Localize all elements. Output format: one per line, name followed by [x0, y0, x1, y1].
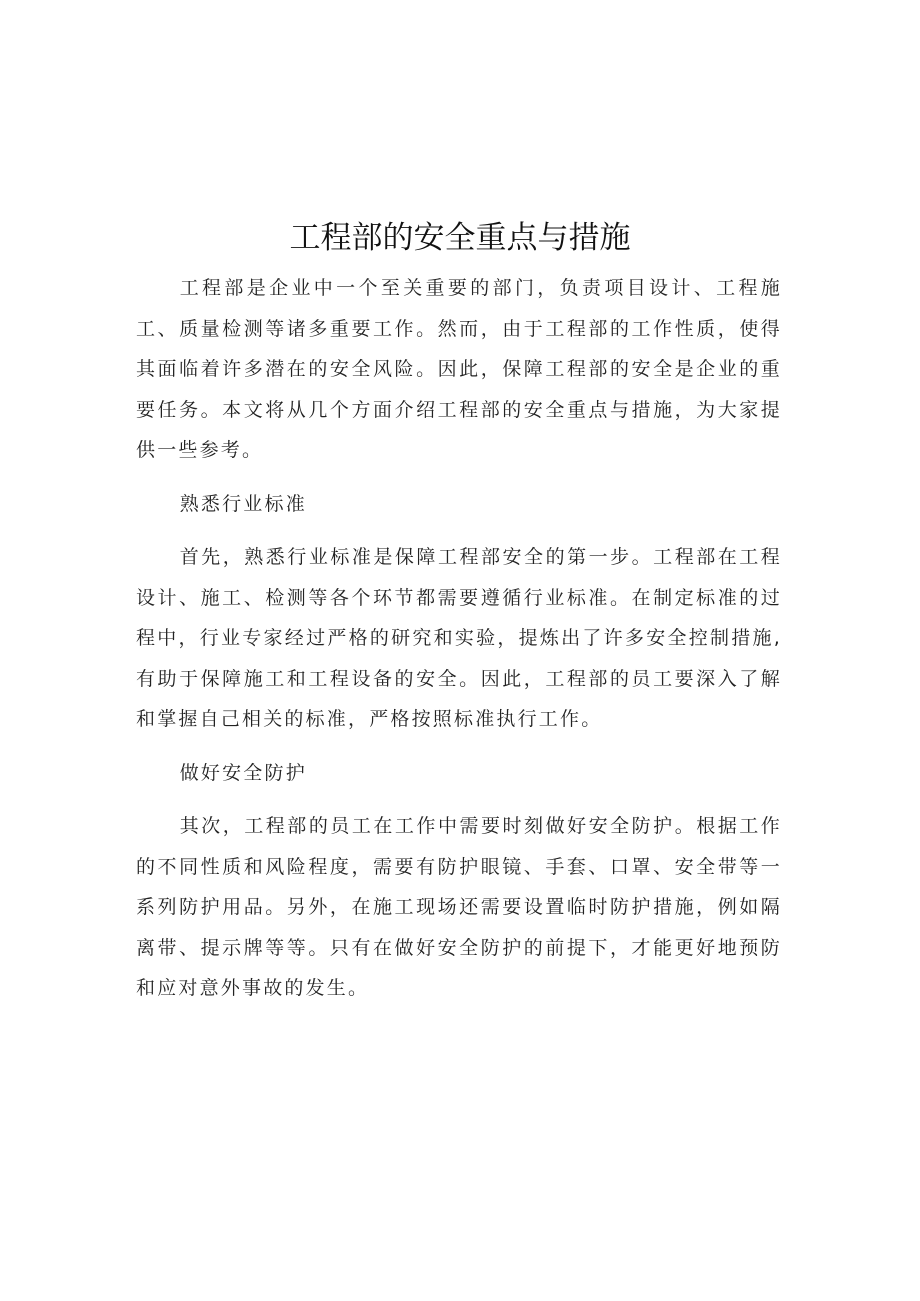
- document-title: 工程部的安全重点与措施: [289, 220, 631, 256]
- document-body: [136, 268, 782, 1022]
- section-heading-safety-protection: 做好安全防护: [179, 761, 307, 784]
- section-heading-industry-standards: 熟悉行业标准: [179, 492, 307, 515]
- intro-paragraph: 工程部是企业中一个至关重要的部门，负责项目设计、工程施工、质量检测等诸多重要工作。然而，由于工程部的工作性质，使得其面临着许多潜在的安全风险。因此，保障工程部的安全是企业的重要任务。本文将从几个方面介绍工程部的安全重点与措施，为大家提供一些参考。: [136, 277, 782, 461]
- section-body-industry-standards: 首先，熟悉行业标准是保障工程部安全的第一步。工程部在工程设计、施工、检测等各个环节都需要遵循行业标准。在制定标准的过程中，行业专家经过严格的研究和实验，提炼出了许多安全控制措施,有助于保障施工和工程设备的安全。因此，工程部的员工要深入了解和掌握自己相关的标准，严格按照标准执行工作。: [136, 546, 782, 730]
- section-body-safety-protection: 其次，工程部的员工在工作中需要时刻做好安全防护。根据工作的不同性质和风险程度，需要有防护眼镜、手套、口罩、安全带等一系列防护用品。另外，在施工现场还需要设置临时防护措施，例如隔离带、提示牌等等。只有在做好安全防护的前提下，才能更好地预防和应对意外事故的发生。: [136, 815, 782, 999]
